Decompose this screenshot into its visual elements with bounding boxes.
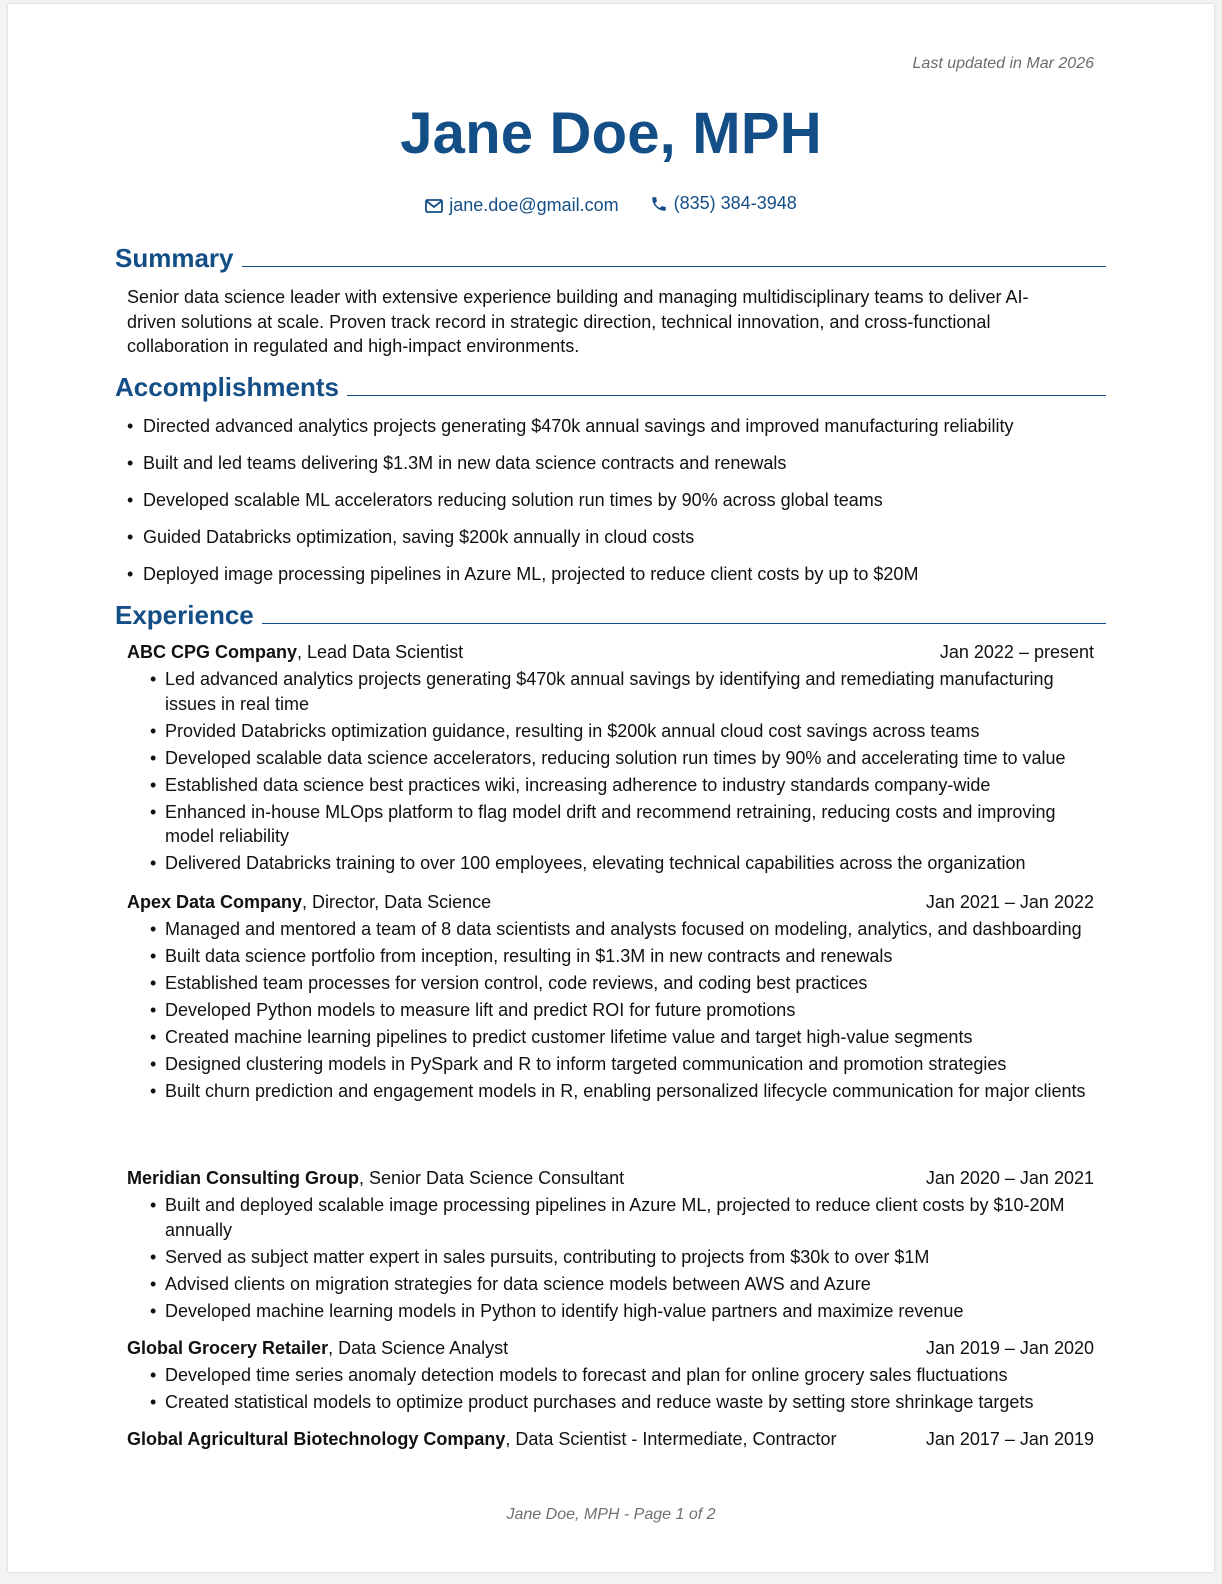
job-bullet: • Created statistical models to optimize product purchases and reduce waste by setting store shrinkage targets (127, 1390, 1094, 1415)
section-rule (347, 395, 1106, 396)
section-rule (242, 266, 1107, 267)
job-bullet: • Developed Python models to measure lift and predict ROI for future promotions (127, 998, 1094, 1023)
accomplishments-list (127, 414, 1094, 599)
job-bullet: • Enhanced in-house MLOps platform to flag model drift and recommend retraining, reducing costs and improving model reliability (127, 800, 1094, 849)
job-bullet: • Built and deployed scalable image processing pipelines in Azure ML, projected to reduce client costs by $10-20M annually (127, 1193, 1094, 1242)
job-title-line (127, 640, 463, 667)
job-bullets (127, 1193, 1094, 1323)
company-name: Global Agricultural Biotechnology Company (127, 1429, 506, 1449)
job-header (127, 1427, 1094, 1454)
job-bullets (127, 1363, 1094, 1415)
phone-icon (650, 195, 668, 213)
job-entry-apex-data (127, 890, 1094, 1106)
job-bullet: • Provided Databricks optimization guidance, resulting in $200k annual cloud cost savings across teams (127, 719, 1094, 744)
job-dates: Jan 2022 – present (939, 642, 1094, 662)
section-rule (262, 623, 1106, 624)
accomplishment-item: • Guided Databricks optimization, saving $200k annually in cloud costs (127, 525, 1094, 562)
accomplishment-item: • Directed advanced analytics projects generating $470k annual savings and improved manufacturing reliability (127, 414, 1094, 451)
summary-heading (115, 243, 1106, 274)
email-link[interactable] (425, 195, 618, 216)
last-updated: Last updated in Mar 2026 (912, 55, 1094, 72)
company-name: Meridian Consulting Group (127, 1168, 359, 1188)
contact-line (8, 193, 1214, 218)
job-bullet: • Delivered Databricks training to over 100 employees, elevating technical capabilities across the organization (127, 851, 1094, 876)
accomplishments-heading-label: Accomplishments (115, 372, 339, 402)
email-text: jane.doe@gmail.com (449, 195, 619, 215)
job-bullet: • Built churn prediction and engagement models in R, enabling personalized lifecycle communication for major clients (127, 1079, 1094, 1104)
accomplishment-item: • Built and led teams delivering $1.3M in new data science contracts and renewals (127, 451, 1094, 488)
candidate-name: Jane Doe, MPH (400, 101, 822, 166)
accomplishment-item: • Deployed image processing pipelines in Azure ML, projected to reduce client costs by up to $20M (127, 562, 1094, 599)
job-role: , Data Science Analyst (328, 1338, 509, 1358)
job-entry-meridian (127, 1166, 1094, 1326)
job-bullet: • Served as subject matter expert in sales pursuits, contributing to projects from $30k to over $1M (127, 1245, 1094, 1270)
job-dates: Jan 2019 – Jan 2020 (925, 1338, 1094, 1358)
resume-page (8, 4, 1214, 1572)
job-bullet: • Managed and mentored a team of 8 data scientists and analysts focused on modeling, analytics, and dashboarding (127, 917, 1094, 942)
page-footer: Jane Doe, MPH - Page 1 of 2 (506, 1506, 716, 1523)
envelope-icon (425, 199, 443, 213)
company-name: Apex Data Company (127, 892, 303, 912)
job-title-line (127, 1427, 837, 1454)
job-title-line (127, 890, 491, 917)
accomplishment-item: • Developed scalable ML accelerators reducing solution run times by 90% across global teams (127, 488, 1094, 525)
job-bullet: • Established data science best practices wiki, increasing adherence to industry standards company-wide (127, 773, 1094, 798)
job-bullets (127, 667, 1094, 876)
experience-heading-label: Experience (115, 600, 254, 630)
job-role: , Data Scientist - Intermediate, Contractor (505, 1429, 837, 1449)
job-dates: Jan 2020 – Jan 2021 (925, 1168, 1094, 1188)
job-bullet: • Created machine learning pipelines to predict customer lifetime value and target high-value segments (127, 1025, 1094, 1050)
job-bullets (127, 917, 1094, 1104)
job-header (127, 1336, 1094, 1363)
job-bullet: • Developed time series anomaly detection models to forecast and plan for online grocery sales fluctuations (127, 1363, 1094, 1388)
job-bullet: • Built data science portfolio from inception, resulting in $1.3M in new contracts and renewals (127, 944, 1094, 969)
job-role: , Director, Data Science (302, 892, 492, 912)
job-bullet: • Developed scalable data science accelerators, reducing solution run times by 90% and accelerating time to value (127, 746, 1094, 771)
company-name: ABC CPG Company (127, 642, 298, 662)
job-bullet: • Led advanced analytics projects generating $470k annual savings by identifying and remediating manufacturing issues in real time (127, 667, 1094, 716)
job-dates: Jan 2017 – Jan 2019 (925, 1429, 1094, 1449)
job-header (127, 1166, 1094, 1193)
job-entry-grocery (127, 1336, 1094, 1417)
summary-heading-label: Summary (115, 243, 234, 273)
job-entry-agri-biotech (127, 1427, 1094, 1454)
phone-text: (835) 384-3948 (673, 193, 797, 213)
job-title-line (127, 1166, 624, 1193)
company-name: Global Grocery Retailer (127, 1338, 329, 1358)
experience-heading (115, 600, 1106, 631)
job-bullet: • Designed clustering models in PySpark and R to inform targeted communication and promotion strategies (127, 1052, 1094, 1077)
accomplishments-heading (115, 372, 1106, 403)
job-header (127, 890, 1094, 917)
phone-link[interactable] (650, 193, 797, 214)
job-header (127, 640, 1094, 667)
job-bullet: • Established team processes for version control, code reviews, and coding best practices (127, 971, 1094, 996)
job-dates: Jan 2021 – Jan 2022 (925, 892, 1094, 912)
job-role: , Lead Data Scientist (297, 642, 464, 662)
job-bullet: • Developed machine learning models in Python to identify high-value partners and maximize revenue (127, 1299, 1094, 1324)
job-entry-abc-cpg (127, 640, 1094, 878)
job-title-line (127, 1336, 508, 1363)
job-role: , Senior Data Science Consultant (359, 1168, 625, 1188)
job-bullet: • Advised clients on migration strategies for data science models between AWS and Azure (127, 1272, 1094, 1297)
summary-text: Senior data science leader with extensive experience building and managing multidisciplinary teams to deliver AI-driven solutions at scale. Proven track record in strategic direction, technical innovation, and cross-functional collaboration in regulated and high-impact environments. (127, 287, 1029, 356)
